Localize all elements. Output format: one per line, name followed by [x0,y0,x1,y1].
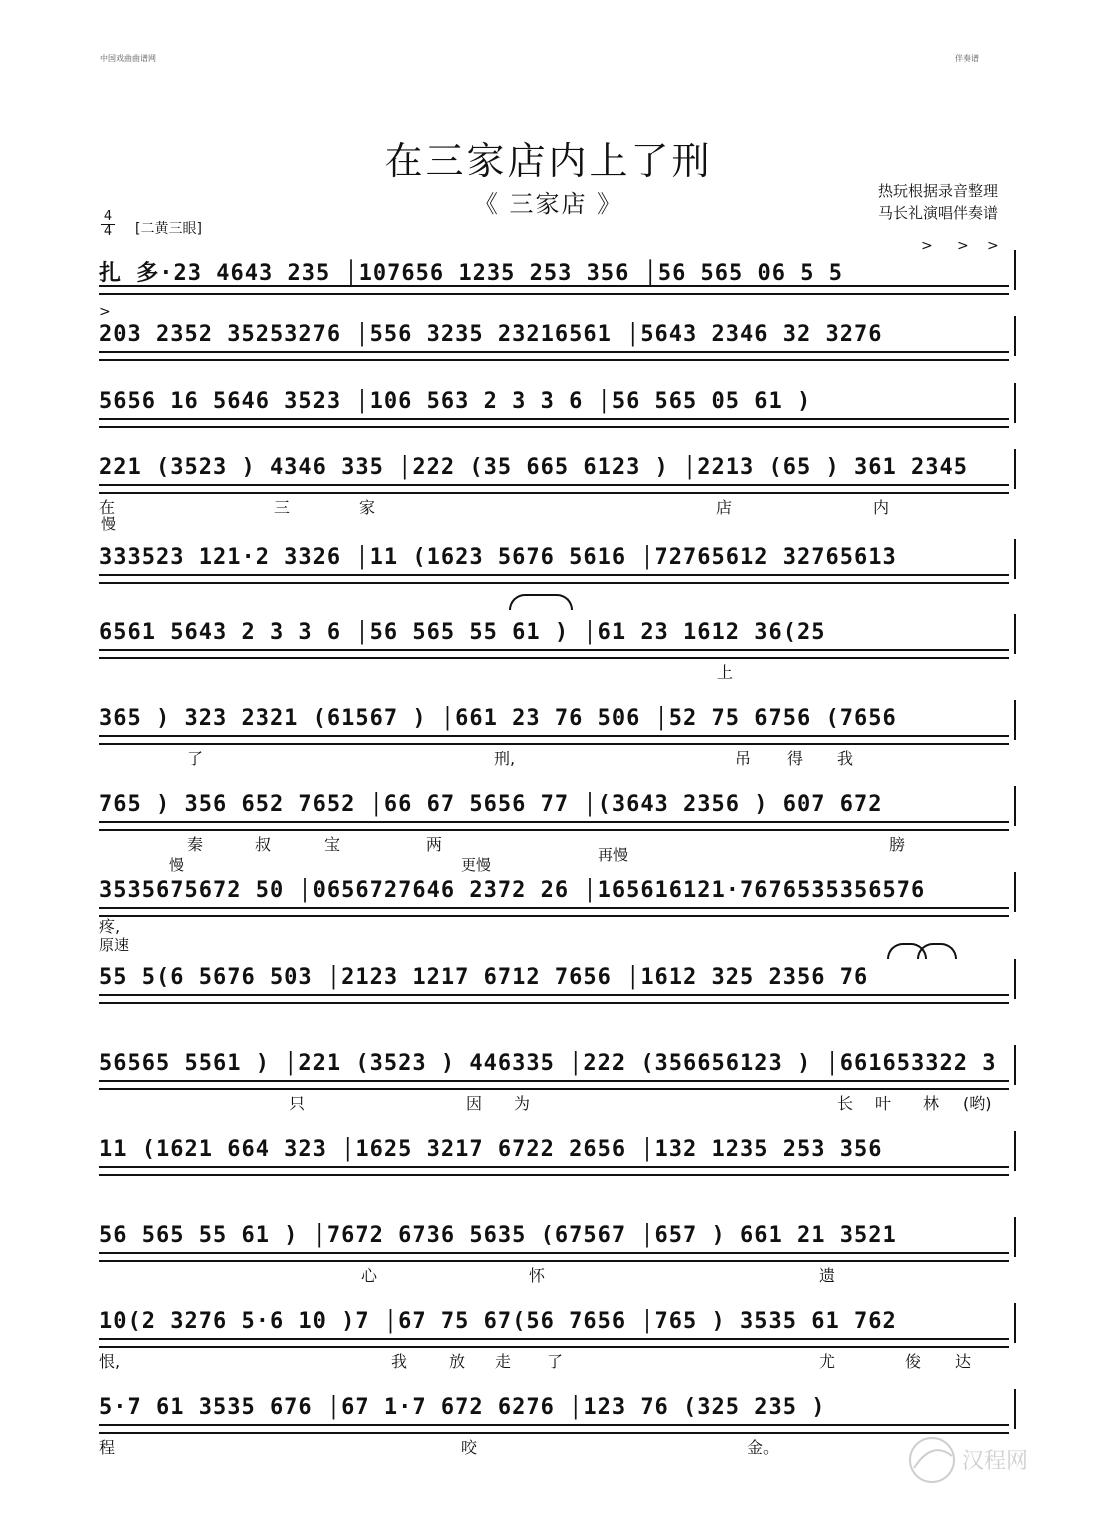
barline [1014,959,1016,999]
lyric: 长 [837,1094,854,1113]
lyric: 因 [466,1094,483,1113]
beam-underline [99,649,1009,659]
lyric: 两 [426,835,443,854]
lyric: 我 [837,749,854,768]
tempo-mark: 慢 [101,515,117,533]
svg-text:汉程网: 汉程网 [962,1449,1029,1474]
score-line [99,304,1019,358]
site-label: 中国戏曲曲谱网 [100,54,156,63]
beam-underline [99,1166,1009,1176]
accent-mark: > [987,238,999,254]
barline [1014,1303,1016,1343]
lyric: 走 [495,1352,512,1371]
lyric: 叶 [875,1094,892,1113]
score-line [99,1223,1019,1285]
notation-line: 56565 5561 ) │221 (3523 ) 446335 │222 (356656123 ) │661653322 3 [99,1051,997,1076]
beam-underline [99,484,1009,494]
notation-line: 56 565 55 61 ) │7672 6736 5635 (67567 │657 ) 661 21 3521 [99,1223,897,1248]
beam-underline [99,907,1009,917]
accent-mark: > [921,238,933,254]
tempo-mark: 慢 [169,856,185,874]
notation-line: 5·7 61 3535 676 │67 1·7 672 6276 │123 76 (325 235 ) [99,1395,826,1420]
notation-line: 10(2 3276 5·6 10 )7 │67 75 67(56 7656 │765 ) 3535 61 762 [99,1309,897,1334]
barline [1014,872,1016,912]
lyric: 尤 [819,1352,836,1371]
score-line [99,238,1019,292]
tempo-mark: 再慢 [598,846,629,864]
lyric: 宝 [324,835,341,854]
page-subtitle: 《 三家店 》 [473,190,624,218]
barline [1014,539,1016,579]
beam-underline [99,351,1009,361]
lyric: 放 [449,1352,466,1371]
score-line [99,792,1019,874]
beam-underline [99,821,1009,831]
lyric: 刑, [494,749,516,768]
time-signature-top: 4 [103,209,113,224]
lyric: 疼, [99,917,121,936]
notation-line: 203 2352 35253276 │556 3235 23216561 │5643 2346 32 3276 [99,322,883,347]
notation-line: 333523 121·2 3326 │11 (1623 5676 5616 │72765612 32765613 [99,545,897,570]
beam-underline [99,285,1009,295]
lyric: 秦 [187,835,204,854]
notation-line: 扎 多·23 4643 235 │107656 1235 253 356 │56 565 06 5 5 [99,261,844,286]
lyric: 咬 [461,1438,478,1457]
score-line [99,1395,1019,1457]
watermark-logo [902,1420,1082,1500]
lyric: 心 [361,1266,378,1285]
score-line [99,620,1019,682]
lyric: 三 [274,498,291,517]
accent-mark: > [957,238,969,254]
lyric: 怀 [529,1266,546,1285]
time-signature [101,210,115,239]
slur-mark [509,594,573,610]
barline [1014,1217,1016,1257]
barline [1014,383,1016,423]
slur-mark [917,943,957,959]
beam-underline [99,418,1009,428]
barline [1014,449,1016,489]
score-line [99,455,1019,533]
beam-underline [99,1080,1009,1090]
mode-label: [二黄三眼] [135,221,202,237]
notation-line: 365 ) 323 2321 (61567 ) │661 23 76 506 │52 75 6756 (7656 [99,706,897,731]
lyric: 店 [716,498,733,517]
lyric: 林 [923,1094,940,1113]
score-line [99,965,1019,1001]
lyric: 只 [289,1094,306,1113]
tempo-mark: 原速 [99,936,130,954]
beam-underline [99,1424,1009,1434]
lyric: 内 [873,498,890,517]
lyric: 家 [359,498,376,517]
lyric: 得 [787,749,804,768]
barline [1014,1045,1016,1085]
notation-line: 55 5(6 5676 503 │2123 1217 6712 7656 │1612 325 2356 76 [99,965,869,990]
beam-underline [99,994,1009,1004]
lyric: 恨, [99,1352,121,1371]
notation-line: 765 ) 356 652 7652 │66 67 5656 77 │(3643 2356 ) 607 672 [99,792,883,817]
barline [1014,250,1016,290]
notation-line: 11 (1621 664 323 │1625 3217 6722 2656 │132 1235 253 356 [99,1137,883,1162]
score-line [99,389,1019,425]
score-line [99,1051,1019,1113]
lyric: 达 [955,1352,972,1371]
lyric: 遗 [819,1266,836,1285]
lyric: 为 [514,1094,531,1113]
tempo-mark: 更慢 [461,856,492,874]
score-line [99,1309,1019,1371]
notation-line: 221 (3523 ) 4346 335 │222 (35 665 6123 ) │2213 (65 ) 361 2345 [99,455,968,480]
lyric: 我 [391,1352,408,1371]
score-line [99,878,1019,954]
credit-transcriber: 热玩根据录音整理 [878,182,999,200]
notation-line: 6561 5643 2 3 3 6 │56 565 55 61 ) │61 23 1612 36(25 [99,620,826,645]
barline [1014,1131,1016,1171]
barline [1014,786,1016,826]
beam-underline [99,1252,1009,1262]
beam-underline [99,1338,1009,1348]
doc-type-label: 伴奏谱 [955,54,979,63]
notation-line: 5656 16 5646 3523 │106 563 2 3 3 6 │56 565 05 61 ) [99,389,812,414]
lyric: 了 [547,1352,564,1371]
lyric: 了 [187,749,204,768]
credit-performer: 马长礼演唱伴奏谱 [878,204,999,222]
lyric: 吊 [735,749,752,768]
lyric: (哟) [963,1094,992,1113]
score-line [99,1137,1019,1173]
score-line [99,545,1019,581]
barline [1014,614,1016,654]
lyric: 俊 [905,1352,922,1371]
barline [1014,316,1016,356]
beam-underline [99,735,1009,745]
score-line [99,706,1019,768]
lyric: 金。 [747,1438,780,1457]
lyric: 膀 [889,835,906,854]
lyric: 叔 [255,835,272,854]
lyric: 程 [99,1438,116,1457]
notation-line: 3535675672 50 │0656727646 2372 26 │165616121·7676535356576 [99,878,926,903]
lyric: 在 [99,498,116,517]
time-signature-bottom: 4 [101,224,115,239]
lyric: 上 [717,663,734,682]
page-title: 在三家店内上了刑 [384,139,713,183]
accent-mark: > [99,304,111,320]
barline [1014,700,1016,740]
beam-underline [99,574,1009,584]
